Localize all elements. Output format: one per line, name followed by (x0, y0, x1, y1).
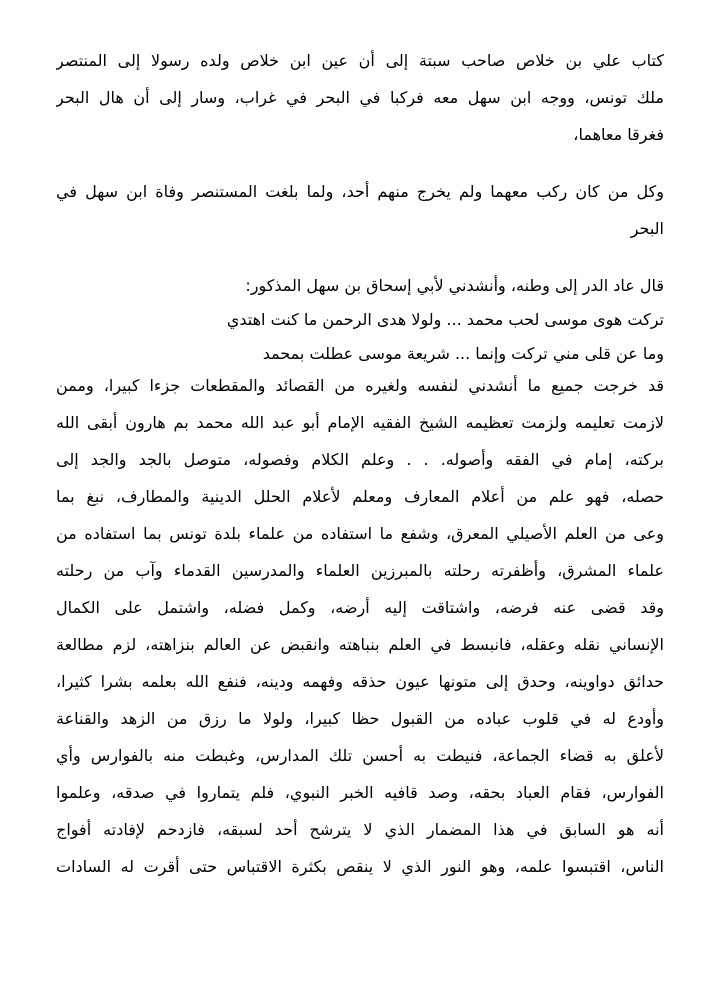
verse-line: وما عن قلى مني تركت وإنما ... شريعة موسى عطلت بمحمد (262, 344, 664, 363)
text-line: الإنساني نقله وعقله، فانبسط في العلم بنباهته وانقبض عن العالم بنزاهته، لزم مطالعة (56, 635, 664, 654)
text-line: ملك تونس، ووجه ابن سهل معه فركبا في البحر في غراب، وسار إلى أن هال البحر (56, 88, 664, 107)
text-line: لازمت تعليمه ولزمت تعظيمه الشيخ الفقيه الإمام أبو عبد الله محمد بم هارون أبقى الله (56, 413, 664, 432)
text-line: علماء المشرق، وأظفرته رحلته بالمبرزين العلماء والمدرسين القدماء وآب من رحلته (56, 561, 664, 580)
text-line: الفوارس، فقام العباد بحقه، وصد قافيه الخبر النبوي، فلم يتماروا في صدقه، وعلموا (56, 783, 664, 802)
text-line: الناس، اقتبسوا علمه، وهو النور الذي لا ينقص بكثرة الاقتباس حتى أقرت له السادات (56, 857, 664, 876)
text-line: فغرقا معاهما، (573, 125, 664, 144)
text-line: حصله، فهو علم من أعلام المعارف ومعلم لأعلام الحلل الدينية والمطارف، نبغ بما (56, 487, 664, 506)
text-line: وقد قضى عنه فرضه، واشتاقت إليه أرضه، وكمل فضله، واشتمل على الكمال (56, 598, 664, 617)
text-line: حدائق دواوينه، وحدق إلى متونها عيون حذقه وفهمه ودينه، فنفع الله بعلمه بشرا كثيرا، (56, 672, 664, 691)
text-line: بركته، إمام في الفقه وأصوله. . . وعلم الكلام وفصوله، متوصل بالجد والجد إلى (56, 450, 664, 469)
text-line: كتاب علي بن خلاص صاحب سبتة إلى أن عين ابن خلاص ولده رسولا إلى المنتصر (56, 51, 664, 70)
verse-line: تركت هوى موسى لحب محمد ... ولولا هدى الرحمن ما كنت اهتدي (226, 310, 664, 329)
text-line: أنه هو السابق في هذا المضمار الذي لا يترشح أحد لسبقه، فازدحم لإفادته أفواج (56, 820, 664, 839)
text-line: وكل من كان ركب معهما ولم يخرج منهم أحد، ولما بلغت المستنصر وفاة ابن سهل في (56, 182, 664, 201)
text-line: لأعلق به قضاء الجماعة، فنيطت به أحسن تلك المدارس، وغبطت منه بالفوارس وأي (56, 746, 664, 765)
document-page (56, 0, 664, 1000)
text-line: وعى من العلم الأصيلي المعرق، وشفع ما استفاده من علماء بلدة تونس بما استفاده من (56, 524, 664, 543)
text-line: قد خرجت جميع ما أنشدني لنفسه ولغيره من القصائد والمقطعات جزءا كبيرا، وممن (56, 376, 664, 395)
text-line: البحر (630, 219, 664, 238)
text-line: وأودع له في قلوب عباده من القبول حظا كبيرا، ولولا ما رزق من الزهد والقناعة (56, 709, 664, 728)
text-line: قال عاد الدر إلى وطنه، وأنشدني لأبي إسحاق بن سهل المذكور: (245, 276, 664, 295)
